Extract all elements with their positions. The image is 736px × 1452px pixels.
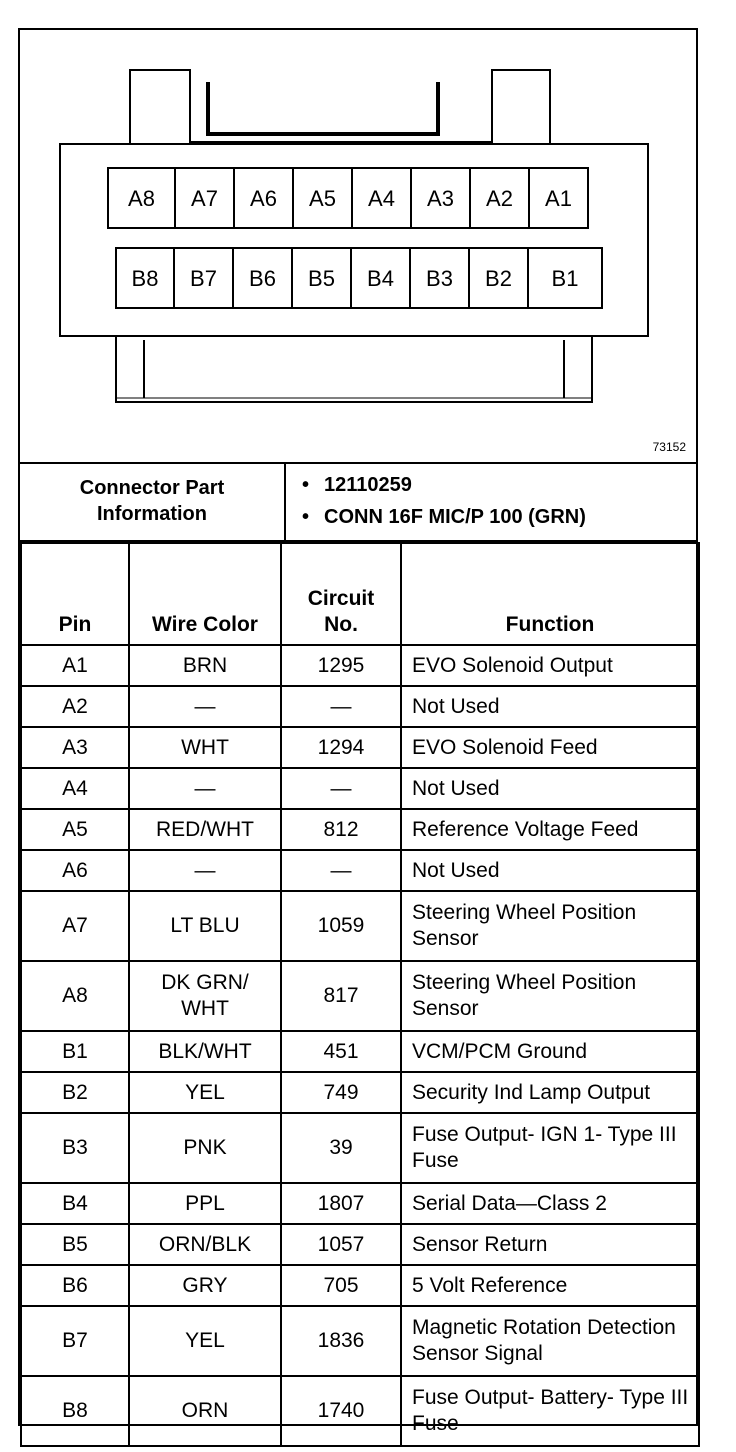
- pin-cell: A1: [21, 645, 129, 686]
- table-row: [21, 727, 699, 768]
- cavity-label-b7: B7: [190, 266, 217, 291]
- wire-color-cell: —: [129, 686, 281, 727]
- cavity-label-a7: A7: [191, 186, 218, 211]
- pin-cell: B7: [21, 1306, 129, 1376]
- circuit-cell: 1059: [281, 891, 401, 961]
- circuit-cell: 1295: [281, 645, 401, 686]
- table-row: [21, 1306, 699, 1376]
- function-cell: Not Used: [401, 850, 699, 891]
- cavity-label-b6: B6: [249, 266, 276, 291]
- function-cell: Fuse Output- Battery- Type III Fuse: [401, 1376, 699, 1446]
- cavity-label-b1: B1: [551, 266, 579, 291]
- circuit-cell: —: [281, 768, 401, 809]
- function-cell: VCM/PCM Ground: [401, 1031, 699, 1072]
- wire-color-cell: PPL: [129, 1183, 281, 1224]
- part-info-values: [286, 462, 696, 540]
- wire-color-cell: DK GRN/ WHT: [129, 961, 281, 1031]
- function-cell: Security Ind Lamp Output: [401, 1072, 699, 1113]
- circuit-cell: 451: [281, 1031, 401, 1072]
- latch-lock: [208, 82, 438, 134]
- cavity-label-b5: B5: [308, 266, 335, 291]
- wire-color-cell: —: [129, 850, 281, 891]
- row-a-cavities: [108, 168, 588, 228]
- pinout-table: [20, 542, 700, 1447]
- cavity-label-b3: B3: [426, 266, 453, 291]
- pin-cell: B1: [21, 1031, 129, 1072]
- header-circuit-no: [281, 543, 401, 645]
- row-b-cavities: [116, 248, 602, 308]
- table-row: [21, 768, 699, 809]
- cavity-label-a4: A4: [368, 186, 395, 211]
- table-row: [21, 686, 699, 727]
- cavity-label-b2: B2: [485, 266, 512, 291]
- part-description: • CONN 16F MIC/P 100 (GRN): [324, 501, 696, 533]
- table-row: [21, 850, 699, 891]
- table-header-row: [21, 543, 699, 645]
- function-cell: Reference Voltage Feed: [401, 809, 699, 850]
- function-cell: Serial Data—Class 2: [401, 1183, 699, 1224]
- pin-cell: B8: [21, 1376, 129, 1446]
- cavity-label-a1: A1: [545, 186, 572, 211]
- figure-number: 73152: [652, 440, 686, 454]
- cavity-label-a5: A5: [309, 186, 336, 211]
- cavity-label-a6: A6: [250, 186, 277, 211]
- cavity-label-b4: B4: [367, 266, 394, 291]
- circuit-cell: 1740: [281, 1376, 401, 1446]
- circuit-cell: 817: [281, 961, 401, 1031]
- pin-cell: B5: [21, 1224, 129, 1265]
- table-row: [21, 645, 699, 686]
- pin-cell: B6: [21, 1265, 129, 1306]
- table-row: [21, 961, 699, 1031]
- connector-part-information: [20, 462, 696, 542]
- table-row: [21, 1265, 699, 1306]
- function-cell: Not Used: [401, 768, 699, 809]
- circuit-cell: 705: [281, 1265, 401, 1306]
- circuit-cell: 749: [281, 1072, 401, 1113]
- pin-cell: A8: [21, 961, 129, 1031]
- wire-color-cell: PNK: [129, 1113, 281, 1183]
- function-cell: Sensor Return: [401, 1224, 699, 1265]
- header-function: Function: [401, 543, 699, 645]
- function-cell: Magnetic Rotation Detection Sensor Signal: [401, 1306, 699, 1376]
- wire-color-cell: BLK/WHT: [129, 1031, 281, 1072]
- table-row: [21, 1113, 699, 1183]
- wire-color-cell: GRY: [129, 1265, 281, 1306]
- wire-color-cell: ORN/BLK: [129, 1224, 281, 1265]
- circuit-cell: 1294: [281, 727, 401, 768]
- table-row: [21, 1072, 699, 1113]
- wire-color-cell: ORN: [129, 1376, 281, 1446]
- table-row: [21, 1031, 699, 1072]
- wire-color-cell: RED/WHT: [129, 809, 281, 850]
- wire-color-cell: YEL: [129, 1072, 281, 1113]
- pin-cell: A7: [21, 891, 129, 961]
- circuit-cell: —: [281, 686, 401, 727]
- pin-cell: A3: [21, 727, 129, 768]
- cavity-label-a3: A3: [427, 186, 454, 211]
- wire-color-cell: —: [129, 768, 281, 809]
- connector-sheet: [18, 28, 698, 1435]
- cavity-label-a2: A2: [486, 186, 513, 211]
- function-cell: Fuse Output- IGN 1- Type III Fuse: [401, 1113, 699, 1183]
- connector-drawing: [20, 30, 696, 464]
- circuit-cell: 1057: [281, 1224, 401, 1265]
- cavity-label-a8: A8: [128, 186, 155, 211]
- part-number: • 12110259: [324, 469, 696, 501]
- wire-color-cell: BRN: [129, 645, 281, 686]
- function-cell: Steering Wheel Position Sensor: [401, 891, 699, 961]
- pinout-rows: [21, 645, 699, 1446]
- function-cell: EVO Solenoid Output: [401, 645, 699, 686]
- wire-color-cell: LT BLU: [129, 891, 281, 961]
- pin-cell: B3: [21, 1113, 129, 1183]
- circuit-cell: 39: [281, 1113, 401, 1183]
- circuit-cell: 1836: [281, 1306, 401, 1376]
- table-row: [21, 1183, 699, 1224]
- circuit-cell: —: [281, 850, 401, 891]
- part-info-label-line1: Connector Part: [79, 477, 225, 499]
- part-info-label: [20, 462, 286, 540]
- function-cell: EVO Solenoid Feed: [401, 727, 699, 768]
- function-cell: Not Used: [401, 686, 699, 727]
- pin-cell: A4: [21, 768, 129, 809]
- header-pin: Pin: [21, 543, 129, 645]
- pin-cell: A5: [21, 809, 129, 850]
- pin-cell: A2: [21, 686, 129, 727]
- table-row: [21, 1376, 699, 1446]
- function-cell: Steering Wheel Position Sensor: [401, 961, 699, 1031]
- header-wire-color: Wire Color: [129, 543, 281, 645]
- part-info-label-line2: Information: [97, 503, 207, 525]
- circuit-cell: 812: [281, 809, 401, 850]
- table-row: [21, 1224, 699, 1265]
- wire-color-cell: WHT: [129, 727, 281, 768]
- function-cell: 5 Volt Reference: [401, 1265, 699, 1306]
- circuit-cell: 1807: [281, 1183, 401, 1224]
- wire-color-cell: YEL: [129, 1306, 281, 1376]
- pin-cell: B2: [21, 1072, 129, 1113]
- table-row: [21, 891, 699, 961]
- table-row: [21, 809, 699, 850]
- cavity-label-b8: B8: [131, 266, 159, 291]
- header-circuit-line2: No.: [324, 613, 358, 636]
- connector-face-diagram: [20, 30, 696, 462]
- pin-cell: A6: [21, 850, 129, 891]
- header-circuit-line1: Circuit: [307, 587, 375, 610]
- pin-cell: B4: [21, 1183, 129, 1224]
